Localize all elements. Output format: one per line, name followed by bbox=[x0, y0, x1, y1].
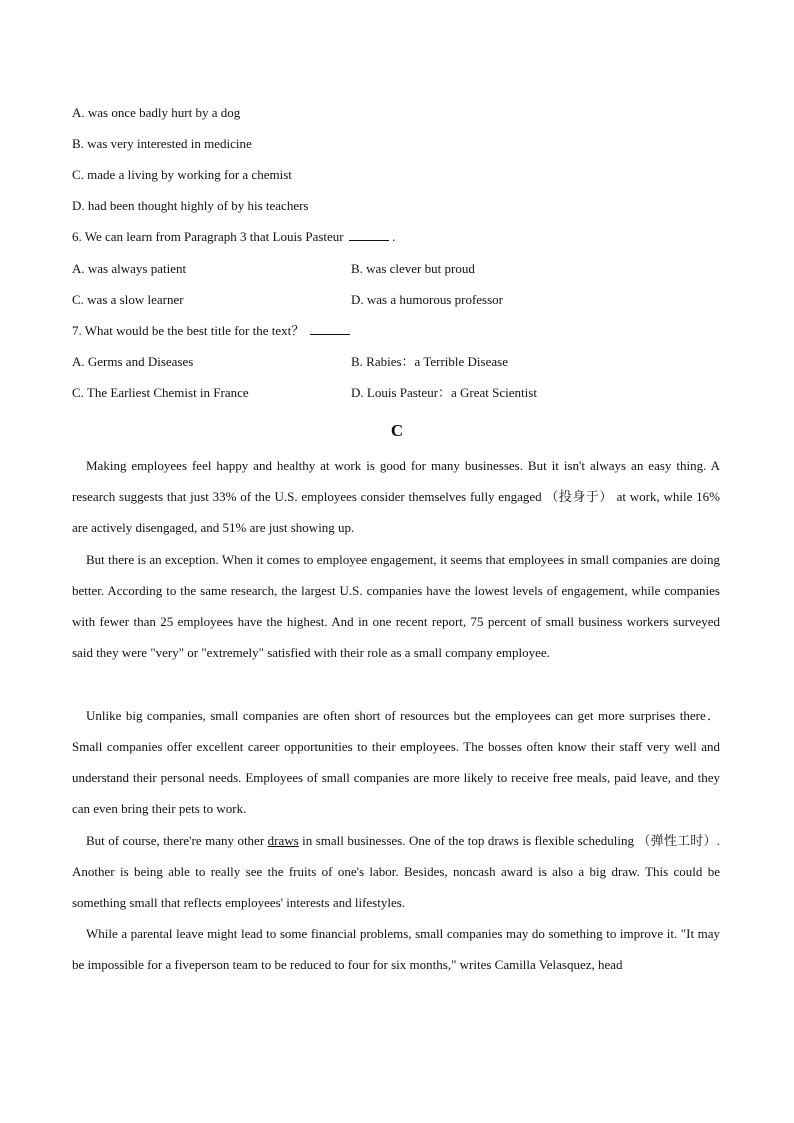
answer-blank bbox=[310, 323, 350, 335]
q5-option-b: B. was very interested in medicine bbox=[72, 136, 252, 151]
q7-option-c: C. The Earliest Chemist in France bbox=[72, 385, 249, 400]
q7-option-a: A. Germs and Diseases bbox=[72, 354, 194, 369]
q7-option-d: D. Louis Pasteur：a Great Scientist bbox=[351, 385, 537, 400]
passage-paragraph-4 bbox=[72, 825, 720, 918]
q7-stem-text: 7. What would be the best title for the text？ bbox=[72, 323, 305, 338]
q6-option-c: C. was a slow learner bbox=[72, 292, 184, 307]
q6-stem bbox=[72, 229, 395, 245]
paragraph-4-text-end: in small businesses. One of the top draws is flexible scheduling （弹性工时）. Another is being able to really see the fruits of one's labor. Besides, noncash award is also a big draw. This could be something small that reflects employees' interests and lifestyles. bbox=[72, 833, 720, 910]
q5-option-c: C. made a living by working for a chemist bbox=[72, 167, 292, 182]
passage-paragraph-1: Making employees feel happy and healthy at work is good for many businesses. But it isn't always an easy thing. A research suggests that just 33% of the U.S. employees consider themselves fully engaged （投身于） at work, while 16% are actively disengaged, and 51% are just showing up. bbox=[72, 458, 720, 535]
passage-paragraph-2: But there is an exception. When it comes to employee engagement, it seems that employees in small companies are doing better. According to the same research, the largest U.S. companies have the lowest levels of engagement, while companies with fewer than 25 employees have the highest. And in one recent report, 75 percent of small business workers surveyed said they were "very" or "extremely" satisfied with their role as a small company employee. bbox=[72, 552, 720, 660]
section-heading: C bbox=[390, 421, 404, 440]
q6-stem-end: . bbox=[392, 229, 396, 244]
q6-stem-text: 6. We can learn from Paragraph 3 that Louis Pasteur bbox=[72, 229, 344, 244]
q6-option-b: B. was clever but proud bbox=[351, 261, 475, 276]
underlined-word-draws: draws bbox=[267, 833, 299, 848]
q7-stem bbox=[72, 323, 350, 339]
q5-option-a: A. was once badly hurt by a dog bbox=[72, 105, 241, 120]
passage-paragraph-5: While a parental leave might lead to some financial problems, small companies may do something to improve it. "It may be impossible for a fiveperson team to be reduced to four for six months," writes Camilla Velasquez, head bbox=[72, 926, 720, 972]
q6-option-a: A. was always patient bbox=[72, 261, 187, 276]
paragraph-4-text-start: But of course, there're many other bbox=[86, 833, 268, 848]
q7-option-b: B. Rabies：a Terrible Disease bbox=[351, 354, 508, 369]
q6-option-d: D. was a humorous professor bbox=[351, 292, 504, 307]
answer-blank bbox=[349, 229, 389, 241]
passage-paragraph-3: Unlike big companies, small companies are often short of resources but the employees can get more surprises there． Small companies offer excellent career opportunities to their employees. The bosses often know their staff very well and understand their personal needs. Employees of small companies are more likely to receive free meals, paid leave, and they can even bring their pets to work. bbox=[72, 708, 720, 816]
q5-option-d: D. had been thought highly of by his teachers bbox=[72, 198, 309, 213]
